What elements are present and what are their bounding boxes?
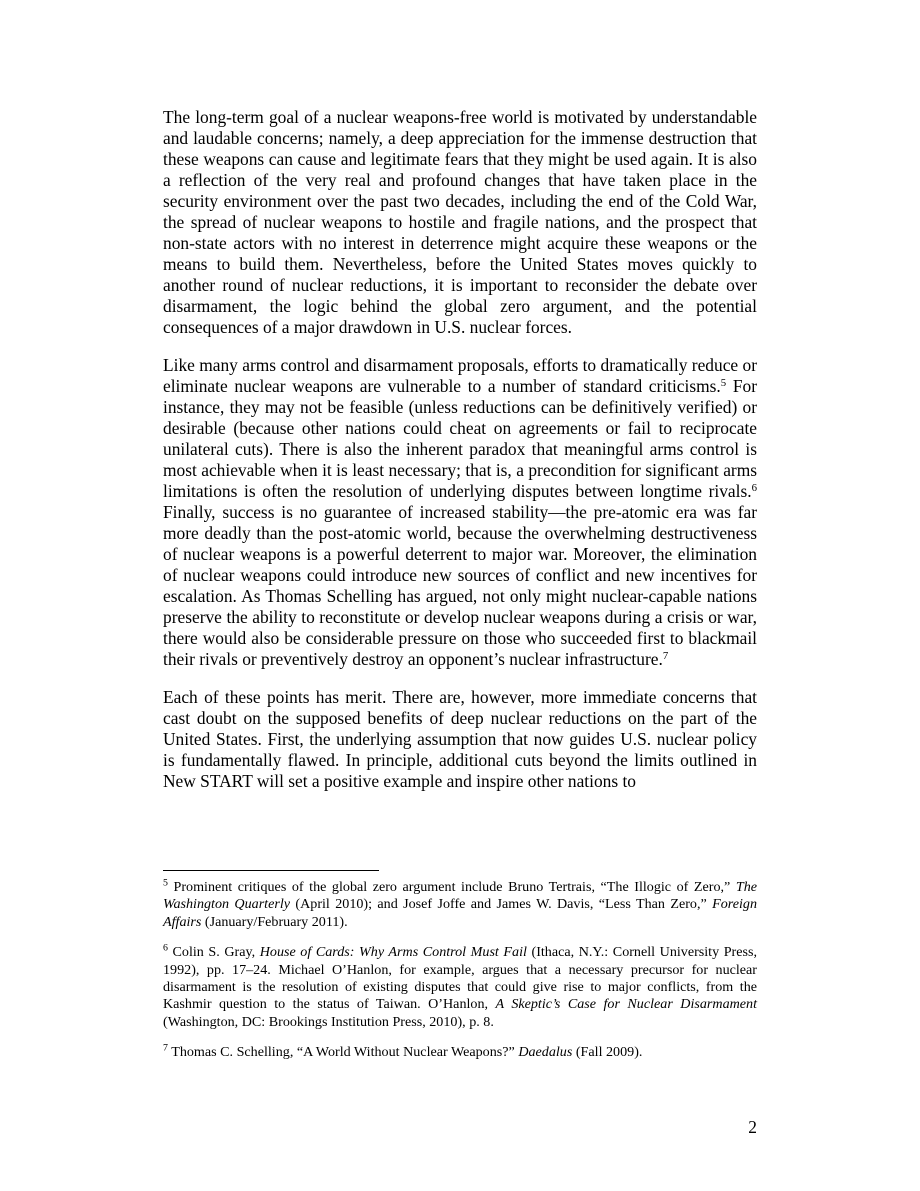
paragraph-2 xyxy=(163,355,757,670)
text-run: Colin S. Gray, xyxy=(167,944,260,961)
text-run: The long-term goal of a nuclear weapons-free world is motivated by understandable and laudable concerns; namely, a deep appreciation for the immense destruction that these weapons can cause and legitimate fears that they might be used again. It is also a reflection of the very real and profound changes that have taken place in the security environment over the past two decades, including the end of the Cold War, the spread of nuclear weapons to hostile and fragile nations, and the prospect that non-state actors with no interest in deterrence might acquire these weapons or the means to build them. Nevertheless, before the United States moves quickly to another round of nuclear reductions, it is important to reconsider the debate over disarmament, the logic behind the global zero argument, and the potential consequences of a major drawdown in U.S. nuclear forces. xyxy=(163,107,757,337)
publication-title: Foreign Affairs xyxy=(163,896,757,930)
footnote-ref-7: 7 xyxy=(662,650,669,663)
paragraph-3 xyxy=(163,687,757,792)
text-run: For instance, they may not be feasible (unless reductions can be definitively verified) or desirable (because other nations could cheat on agreements or fail to reciprocate unilateral cuts). There is also the inherent paradox that meaningful arms control is most achievable when it is least necessary; that is, a precondition for significant arms limitations is often the resolution of underlying disputes between longtime rivals. xyxy=(163,376,757,501)
page-number: 2 xyxy=(748,1117,757,1137)
footnote-7 xyxy=(163,1044,757,1061)
text-run: (Washington, DC: Brookings Institution Press, 2010), p. 8. xyxy=(163,1013,494,1030)
footnote-number: 7 xyxy=(163,1042,168,1054)
publication-title: Daedalus xyxy=(518,1044,573,1061)
text-run: Prominent critiques of the global zero argument include Bruno Tertrais, “The Illogic of Zero,” xyxy=(167,879,736,895)
footnote-number: 5 xyxy=(163,877,168,889)
footnote-separator xyxy=(163,870,379,871)
publication-title: A Skeptic’s Case for Nuclear Disarmament xyxy=(495,996,758,1013)
text-run: Finally, success is no guarantee of increased stability—the pre-atomic era was far more deadly than the post-atomic world, because the overwhelming destructiveness of nuclear weapons is a powerful deterrent to major war. Moreover, the elimination of nuclear weapons could introduce new sources of conflict and new incentives for escalation. As Thomas Schelling has argued, not only might nuclear-capable nations preserve the ability to reconstitute or develop nuclear weapons during a crisis or war, there would also be considerable pressure on those who succeeded first to blackmail their rivals or preventively destroy an opponent’s nuclear infrastructure. xyxy=(163,502,757,669)
text-run: Thomas C. Schelling, “A World Without Nuclear Weapons?” xyxy=(167,1044,519,1061)
footnote-6 xyxy=(163,944,757,1031)
text-run: Like many arms control and disarmament proposals, efforts to dramatically reduce or eliminate nuclear weapons are vulnerable to a number of standard criticisms. xyxy=(163,355,757,396)
body-text xyxy=(163,107,757,809)
text-run: (January/February 2011). xyxy=(201,913,348,930)
footnote-5 xyxy=(163,879,757,931)
text-run: Each of these points has merit. There are, however, more immediate concerns that cast doubt on the supposed benefits of deep nuclear reductions on the part of the United States. First, the underlying assumption that now guides U.S. nuclear policy is fundamentally flawed. In principle, additional cuts beyond the limits outlined in New START will set a positive example and inspire other nations to xyxy=(163,687,757,791)
footnotes xyxy=(163,879,757,1075)
text-run: (Ithaca, N.Y.: Cornell University Press, 1992), pp. 17–24. Michael O’Hanlon, for example, argues that a necessary precursor for nuclear disarmament is the resolution of existing disputes that could give rise to major conflicts, from the Kashmir question to the status of Taiwan. O’Hanlon, xyxy=(163,944,757,1013)
text-run: (April 2010); and Josef Joffe and James W. Davis, “Less Than Zero,” xyxy=(290,896,713,913)
text-run: (Fall 2009). xyxy=(572,1044,643,1061)
publication-title: The Washington Quarterly xyxy=(163,879,757,913)
footnote-ref-5: 5 xyxy=(720,377,727,390)
footnote-ref-6: 6 xyxy=(751,482,757,495)
paragraph-1 xyxy=(163,107,757,338)
footnote-number: 6 xyxy=(163,942,168,954)
publication-title: House of Cards: Why Arms Control Must Fail xyxy=(259,944,527,961)
